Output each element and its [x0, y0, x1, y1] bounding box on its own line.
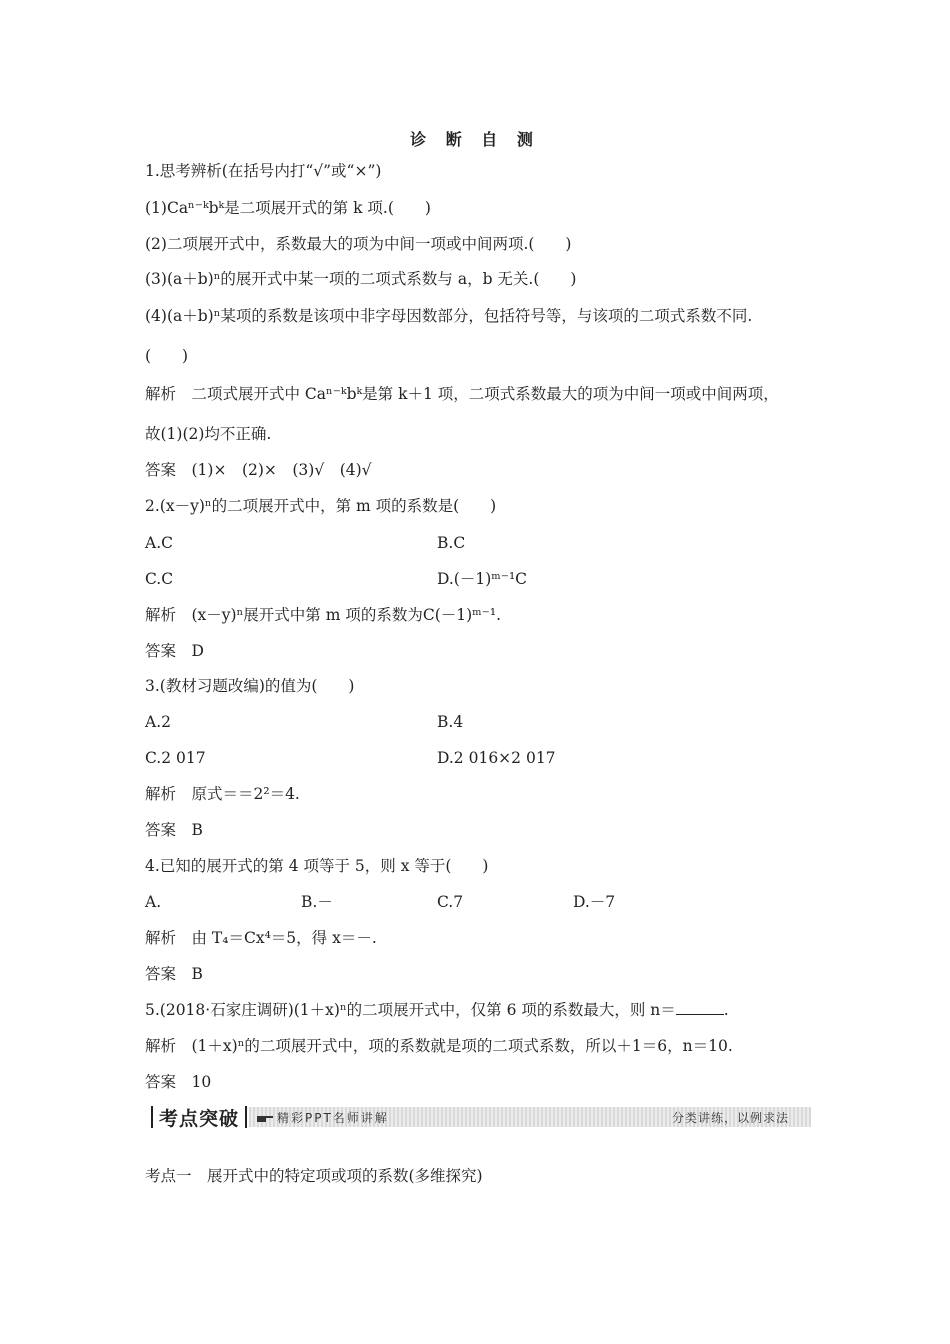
question-1-stem: 1.思考辨析(在括号内打“√”或“×”) — [145, 162, 382, 180]
question-4-option-d: D.－7 — [573, 893, 616, 911]
question-1-analysis-line-1: 解析 二项式展开式中 Caⁿ⁻ᵏbᵏ是第 k＋1 项，二项式系数最大的项为中间一项或中间两项， — [145, 385, 779, 403]
question-1-analysis-line-2: 故(1)(2)均不正确. — [145, 425, 272, 443]
question-2-option-d: D.(－1)ᵐ⁻¹C — [437, 570, 528, 588]
banner-middle-text: 精彩PPT名师讲解 — [277, 1111, 389, 1125]
question-5-answer: 答案 10 — [145, 1073, 212, 1091]
answer-blank — [676, 1000, 724, 1015]
banner-right-bar — [245, 1106, 247, 1128]
question-4-option-c: C.7 — [437, 893, 464, 911]
question-4-answer: 答案 B — [145, 965, 203, 983]
question-2-stem: 2.(x－y)ⁿ的二项展开式中，第 m 项的系数是( ) — [145, 497, 497, 515]
banner-strip — [249, 1107, 811, 1127]
question-5-stem — [145, 999, 729, 1021]
question-5-analysis: 解析 (1＋x)ⁿ的二项展开式中，项的系数就是项的二项式系数，所以＋1＝6，n＝10. — [145, 1037, 733, 1055]
question-5-stem-text: 5.(2018·石家庄调研)(1＋x)ⁿ的二项展开式中，仅第 6 项的系数最大，则 n＝ — [145, 1001, 676, 1019]
question-5-stem-end: . — [723, 1001, 729, 1019]
section-banner — [145, 1104, 811, 1130]
banner-heading: 考点突破 — [159, 1107, 240, 1130]
question-1-item-1: (1)Caⁿ⁻ᵏbᵏ是二项展开式的第 k 项.( ) — [145, 199, 431, 217]
question-3-option-d: D.2 016×2 017 — [437, 749, 556, 767]
question-1-item-4: (4)(a＋b)ⁿ某项的系数是该项中非字母因数部分，包括符号等，与该项的二项式系数不同. — [145, 307, 753, 325]
question-2-option-c: C.C — [145, 570, 174, 588]
question-1-item-3: (3)(a＋b)ⁿ的展开式中某一项的二项式系数与 a，b 无关.( ) — [145, 270, 577, 288]
question-1-item-2: (2)二项展开式中，系数最大的项为中间一项或中间两项.( ) — [145, 235, 572, 253]
pointing-hand-icon — [257, 1114, 273, 1124]
banner-middle — [257, 1109, 389, 1126]
question-3-option-c: C.2 017 — [145, 749, 206, 767]
question-2-analysis: 解析 (x－y)ⁿ展开式中第 m 项的系数为C(－1)ᵐ⁻¹. — [145, 606, 501, 624]
question-3-option-a: A.2 — [145, 713, 171, 731]
question-3-stem: 3.(教材习题改编)的值为( ) — [145, 677, 355, 695]
question-4-analysis: 解析 由 T₄＝Cx⁴＝5，得 x＝－. — [145, 929, 377, 947]
question-2-answer: 答案 D — [145, 642, 204, 660]
question-2-option-b: B.C — [437, 534, 466, 552]
question-4-option-a: A. — [145, 893, 162, 911]
banner-right-text: 分类讲练，以例求法 — [671, 1111, 789, 1125]
question-2-option-a: A.C — [145, 534, 173, 552]
banner-left-bar — [151, 1106, 153, 1128]
question-1-item-4-bracket: ( ) — [145, 347, 189, 365]
question-3-option-b: B.4 — [437, 713, 464, 731]
section-title: 诊 断 自 测 — [410, 130, 540, 149]
question-4-option-b: B.－ — [301, 893, 333, 911]
banner-heading-wrap — [145, 1104, 253, 1130]
topic-heading: 考点一 展开式中的特定项或项的系数(多维探究) — [145, 1167, 483, 1185]
question-4-stem: 4.已知的展开式的第 4 项等于 5，则 x 等于( ) — [145, 857, 489, 875]
question-3-answer: 答案 B — [145, 821, 203, 839]
question-1-answer: 答案 (1)× (2)× (3)√ (4)√ — [145, 461, 372, 479]
question-3-analysis: 解析 原式＝＝2²＝4. — [145, 785, 300, 803]
